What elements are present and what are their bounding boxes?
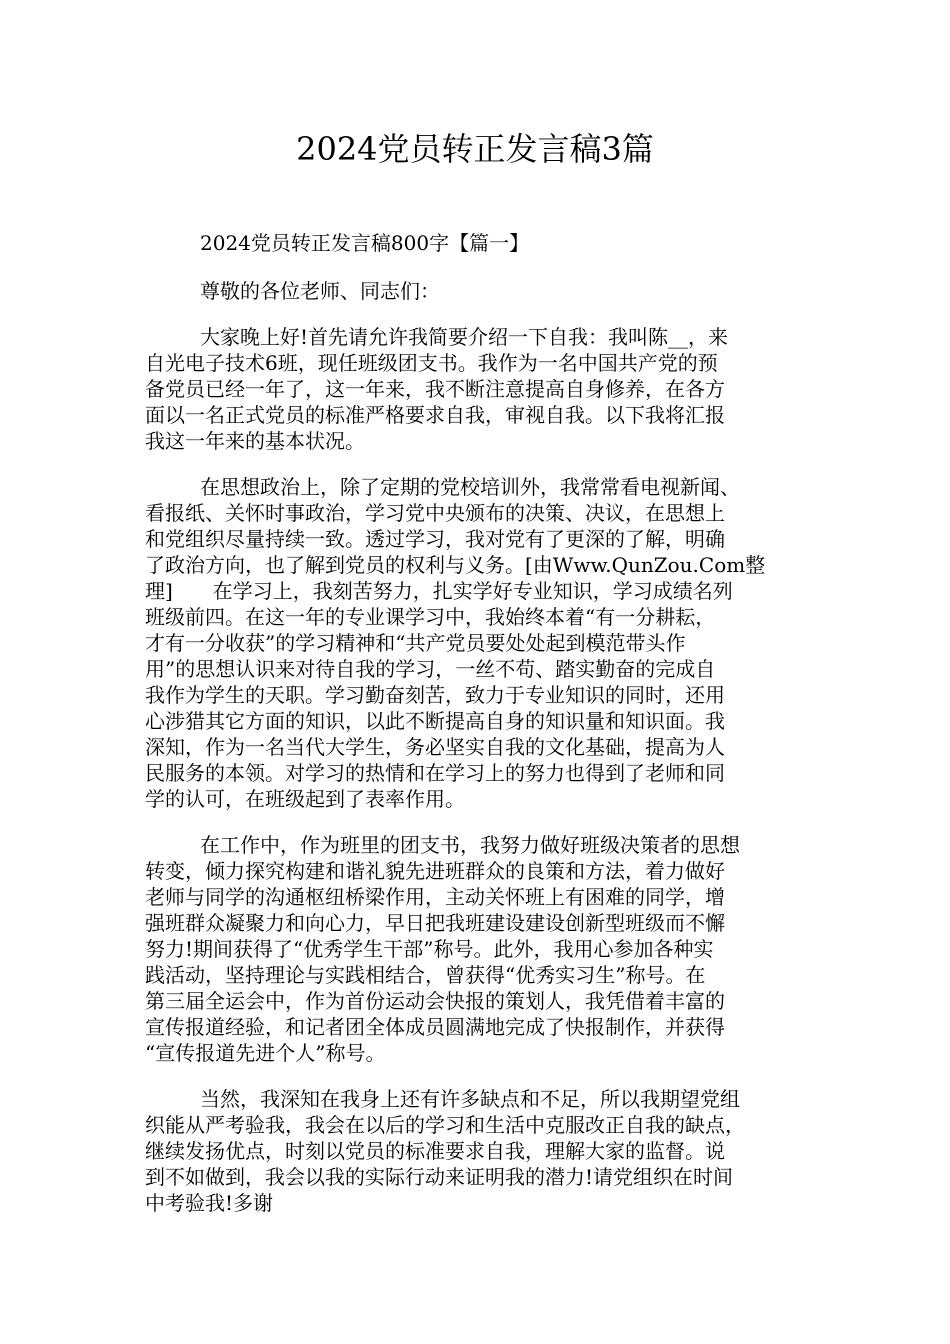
paragraph-line: 深知，作为一名当代大学生，务必坚实自我的文化基础，提高为人 [145,735,725,759]
paragraph-line: 中考验我!多谢 [145,1191,274,1215]
paragraph-line: 面以一名正式党员的标准严格要求自我，审视自我。以下我将汇报 [145,403,725,427]
salutation: 尊敬的各位老师、同志们： [200,279,440,303]
paragraph-line: 理] 在学习上，我刻苦努力，扎实学好专业知识，学习成绩名列 [145,579,733,603]
paragraph-line: 才有一分收获”的学习精神和“共产党员要处处起到模范带头作 [145,631,686,655]
paragraph-line: 民服务的本领。对学习的热情和在学习上的努力也得到了老师和同 [145,761,725,785]
paragraph-line: 到不如做到，我会以我的实际行动来证明我的潜力!请党组织在时间 [145,1165,734,1189]
paragraph-line: 班级前四。在这一年的专业课学习中，我始终本着“有一分耕耘， [145,605,716,629]
paragraph-line: 心涉猎其它方面的知识，以此不断提高自身的知识量和知识面。我 [145,709,725,733]
paragraph-line: 和党组织尽量持续一致。透过学习，我对党有了更深的了解，明确 [145,527,725,551]
paragraph-line: 老师与同学的沟通枢纽桥梁作用，主动关怀班上有困难的同学，增 [145,885,725,909]
paragraph-line: 用”的思想认识来对待自我的学习，一丝不苟、踏实勤奋的完成自 [145,657,716,681]
paragraph-line: 在思想政治上，除了定期的党校培训外，我常常看电视新闻、 [200,475,740,499]
paragraph-line: 第三届全运会中，作为首份运动会快报的策划人，我凭借着丰富的 [145,989,725,1013]
paragraph-line: 大家晚上好!首先请允许我简要介绍一下自我：我叫陈__，来 [200,325,729,349]
paragraph-line: 在工作中，作为班里的团支书，我努力做好班级决策者的思想 [200,833,740,857]
paragraph-line: 看报纸、关怀时事政治，学习党中央颁布的决策、决议，在思想上 [145,501,725,525]
document-title: 2024党员转正发言稿3篇 [296,130,654,168]
paragraph-line: 继续发扬优点，时刻以党员的标准要求自我，理解大家的监督。说 [145,1139,725,1163]
paragraph-line: 学的认可，在班级起到了表率作用。 [145,787,465,811]
paragraph-line: 强班群众凝聚力和向心力，早日把我班建设建设创新型班级而不懈 [145,911,725,935]
paragraph-line: 宣传报道经验，和记者团全体成员圆满地完成了快报制作，并获得 [145,1015,725,1039]
paragraph-line: 践活动，坚持理论与实践相结合，曾获得“优秀实习生”称号。在 [145,963,706,987]
paragraph-line: 了政治方向，也了解到党员的权利与义务。[由Www.QunZou.Com整 [145,553,766,577]
paragraph-line: 我这一年来的基本状况。 [145,429,365,453]
section-heading: 2024党员转正发言稿800字【篇一】 [200,231,530,255]
paragraph-line: 努力!期间获得了“优秀学生干部”称号。此外，我用心参加各种实 [145,937,714,961]
paragraph-line: 当然，我深知在我身上还有许多缺点和不足，所以我期望党组 [200,1087,740,1111]
paragraph-line: 织能从严考验我，我会在以后的学习和生活中克服改正自我的缺点， [145,1113,745,1137]
paragraph-line: 转变，倾力探究构建和谐礼貌先进班群众的良策和方法，着力做好 [145,859,725,883]
paragraph-line: 我作为学生的天职。学习勤奋刻苦，致力于专业知识的同时，还用 [145,683,725,707]
paragraph-line: 自光电子技术6班，现任班级团支书。我作为一名中国共产党的预 [145,351,718,375]
paragraph-line: “宣传报道先进个人”称号。 [145,1041,386,1065]
paragraph-line: 备党员已经一年了，这一年来，我不断注意提高自身修养，在各方 [145,377,725,401]
